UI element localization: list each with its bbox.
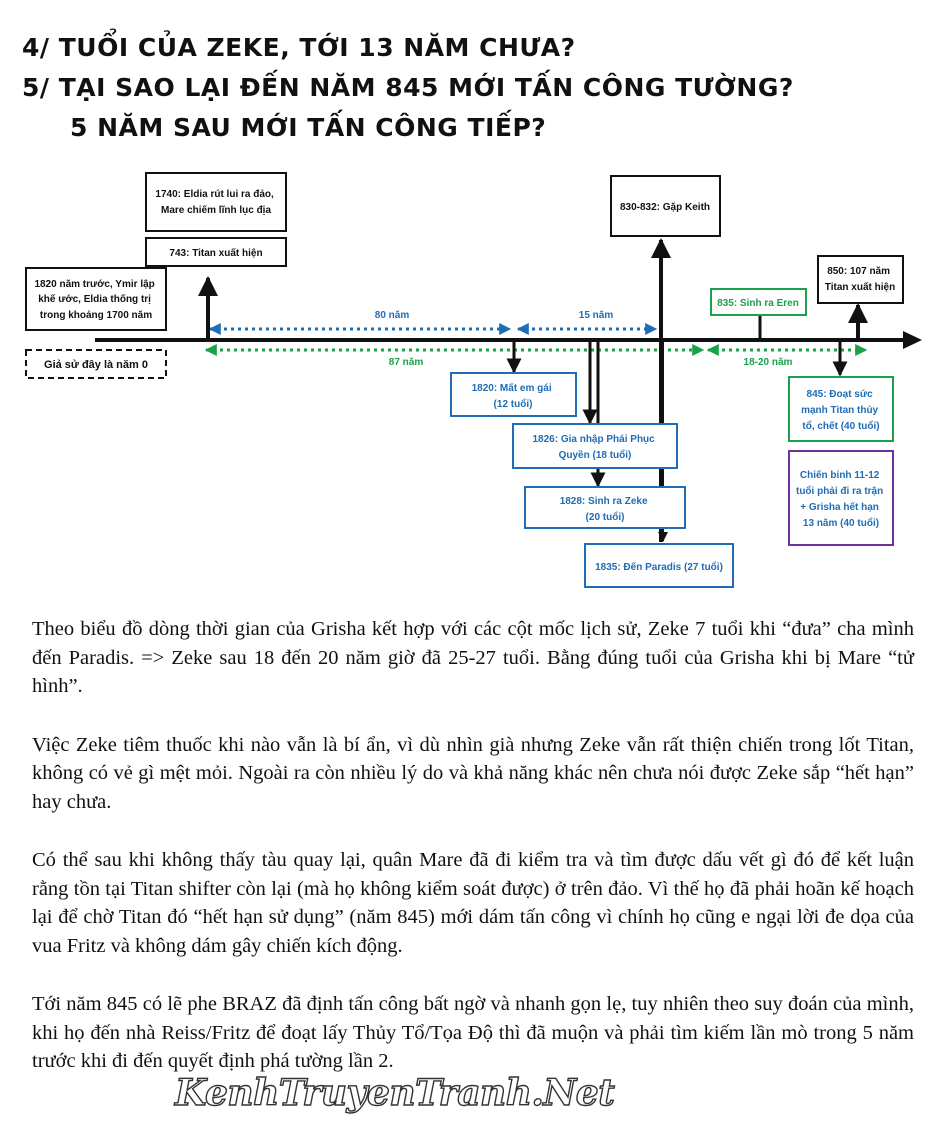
- event-box-850: [818, 256, 903, 303]
- event-box-1740: [146, 173, 286, 231]
- paragraph-2: Việc Zeke tiêm thuốc khi nào vẫn là bí ẩn, vì dù nhìn già nhưng Zeke vẫn rất thiện chiến trong lốt Titan, không có vẻ gì mệt mỏi. Ngoài ra còn nhiều lý do và khả năng khác nên chưa nói được Zeke sắp “hết hạn” hay chưa.: [32, 733, 914, 813]
- span-18-20-label: 18-20 năm: [743, 357, 793, 368]
- event-box-743: [146, 238, 286, 266]
- span-15-label: 15 năm: [578, 310, 614, 321]
- svg-text:830-832: Gặp Keith: 830-832: Gặp Keith: [619, 202, 711, 213]
- heading-question-5-continued: 5 NĂM SAU MỚI TẤN CÔNG TIẾP?: [70, 113, 547, 142]
- event-box-1826: [513, 424, 677, 468]
- body-text: [32, 615, 914, 1106]
- event-box-1820: [451, 373, 576, 416]
- svg-text:1820: Mất em gái (12 tuổ: 1820: Mất em gái (12 tuổi): [471, 383, 552, 410]
- watermark: KenhTruyenTranh.Net: [175, 1072, 615, 1114]
- warrior-note-box: [789, 451, 893, 545]
- svg-text:835: Sinh ra Eren: 835: Sinh ra Eren: [717, 298, 799, 309]
- svg-text:1826: Gia nhập Phái Phục: 1826: Gia nhập Phái Phục Quyền (18 tuổi): [532, 434, 655, 461]
- svg-text:850: 107 năm Titan xuất: 850: 107 năm Titan xuất hiện: [824, 266, 896, 293]
- event-box-keith: [611, 176, 720, 236]
- svg-text:1740: Eldia rút lui ra đảo,: 1740: Eldia rút lui ra đảo, Mare chiếm lĩnh lục địa: [155, 189, 274, 216]
- svg-text:Chiến binh 11-12 tuổi ph: Chiến binh 11-12 tuổi phải đi ra trận + Grisha hết hạn 13 năm (40 tuổi): [795, 470, 884, 529]
- heading-question-4: 4/ TUỔI CỦA ZEKE, TỚI 13 NĂM CHƯA?: [22, 33, 576, 62]
- grisha-timeline-diagram: [0, 165, 950, 595]
- span-80-label: 80 năm: [374, 310, 410, 321]
- event-box-1835: [585, 544, 733, 587]
- svg-text:845: Đoạt sức mạnh Titan: 845: Đoạt sức mạnh Titan thủy tổ, chết (40 tuổi): [801, 389, 880, 432]
- paragraph-1: Theo biểu đồ dòng thời gian của Grisha kết hợp với các cột mốc lịch sử, Zeke 7 tuổi khi “đưa” cha mình đến Paradis. => Zeke sau 18 đến 20 năm giờ đã 25-27 tuổi. Bằng đúng tuổi của Grisha khi bị Mare “tử hình”.: [32, 618, 914, 697]
- event-box-ymir: [26, 268, 166, 330]
- svg-text:1835: Đến Paradis (27 tuổi): 1835: Đến Paradis (27 tuổi): [595, 562, 723, 573]
- heading-question-5: 5/ TẠI SAO LẠI ĐẾN NĂM 845 MỚI TẤN CÔNG TƯỜNG?: [22, 73, 794, 102]
- svg-text:1820 năm trước, Ymir lập: 1820 năm trước, Ymir lập khế ước, Eldia thống trị trong khoảng 1700 năm: [34, 279, 155, 321]
- svg-text:Giả sử đây là năm 0: Giả sử đây là năm 0: [44, 359, 148, 371]
- headings: [22, 28, 922, 148]
- svg-text:743: Titan xuất hiện: 743: Titan xuất hiện: [169, 248, 263, 259]
- svg-text:1828: Sinh ra Zeke (20 t: 1828: Sinh ra Zeke (20 tuổi): [559, 496, 648, 523]
- timeline-arrowhead: [903, 331, 922, 349]
- event-box-845: [789, 377, 893, 441]
- paragraph-3: Có thể sau khi không thấy tàu quay lại, quân Mare đã đi kiểm tra và tìm được dấu vết gì đó để kết luận rằng tồn tại Titan shifter còn lại (mà họ không kiểm soát được) ở trên đảo. Vì thế họ đã phải hoãn kế hoạch lại để chờ Titan đó “hết hạn sử dụng” (năm 845) mới dám tấn công vì chính họ cũng e ngại lời đe dọa của vua Fritz và không dám gây chiến kích động.: [32, 849, 914, 957]
- span-87-label: 87 năm: [388, 357, 424, 368]
- year-zero-box: [26, 350, 166, 378]
- event-box-1828: [525, 487, 685, 528]
- paragraph-4: Tới năm 845 có lẽ phe BRAZ đã định tấn công bất ngờ và nhanh gọn lẹ, tuy nhiên theo suy đoán của mình, khi họ đến nhà Reiss/Fritz để đoạt lấy Thủy Tổ/Tọa Độ thì đã muộn và phải tìm kiếm lần mò trong 5 năm trước khi đi đến quyết định phá tường lần 2.: [32, 993, 914, 1072]
- event-box-eren: [711, 289, 806, 315]
